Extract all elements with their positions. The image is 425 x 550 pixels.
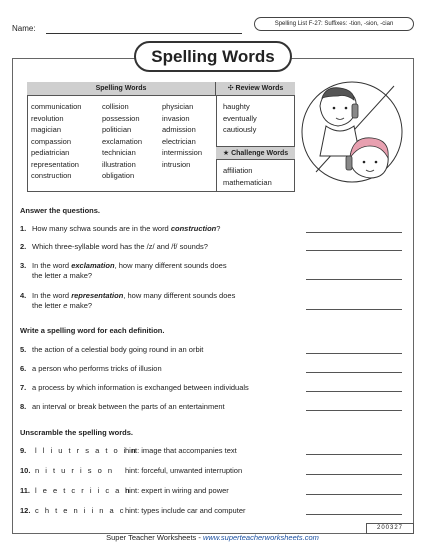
challenge-words-header: ★ Challenge Words: [216, 146, 295, 160]
word-col3-5: intrusion: [162, 159, 191, 169]
answer-line-11[interactable]: [306, 494, 402, 495]
challenge-words-list: [223, 165, 272, 188]
hint-9: hint: image that accompanies text: [125, 446, 237, 455]
word-challenge-1: mathematician: [223, 177, 272, 187]
answer-line-7[interactable]: [306, 391, 402, 392]
answer-line-12[interactable]: [306, 514, 402, 515]
word-col2-2: politician: [102, 125, 132, 134]
word-col2-3: exclamation: [102, 136, 143, 146]
spelling-words-column-2: [102, 101, 142, 182]
section-unscramble: Unscramble the spelling words.: [20, 428, 133, 437]
word-col1-0: communication: [31, 102, 82, 111]
word-col1-3: compassion: [31, 136, 72, 146]
hint-12: hint: types include car and computer: [125, 506, 246, 515]
word-col3-1: invasion: [162, 113, 190, 123]
unscramble-10: 10. n i t u r i s o n: [20, 466, 115, 475]
answer-line-10[interactable]: [306, 474, 402, 475]
section-definitions: Write a spelling word for each definition.: [20, 326, 165, 335]
answer-line-1[interactable]: [306, 232, 402, 233]
unscramble-12: 12. c h t e n i i n a c: [20, 506, 126, 515]
word-col3-4: intermission: [162, 148, 203, 157]
section-answer-questions: Answer the questions.: [20, 206, 101, 215]
answer-line-9[interactable]: [306, 454, 402, 455]
hint-10: hint: forceful, unwanted interruption: [125, 466, 243, 475]
answer-line-5[interactable]: [306, 353, 402, 354]
word-review-0: haughty: [223, 102, 250, 111]
word-col1-5: representation: [31, 159, 79, 169]
spelling-words-column-1: [31, 101, 81, 182]
answer-line-3[interactable]: [306, 279, 402, 280]
spelling-words-header: Spelling Words: [27, 82, 216, 96]
hint-11: hint: expert in wiring and power: [125, 486, 229, 495]
word-col2-6: obligation: [102, 171, 135, 180]
question-3: 3. In the word exclamation, how many different sounds does the letter a make?: [20, 261, 227, 280]
answer-line-4[interactable]: [306, 309, 402, 310]
review-words-list: [223, 101, 257, 136]
review-words-header: ✣ Review Words: [216, 82, 295, 96]
word-col1-4: pediatrician: [31, 148, 70, 157]
spelling-list-badge: Spelling List F-27: Suffixes: -tion, -sion, -cian: [254, 17, 414, 31]
word-col2-1: possession: [102, 113, 140, 123]
table-divider: [216, 96, 217, 192]
word-col3-0: physician: [162, 102, 194, 111]
unscramble-11: 11. l e e t c r i i c a n: [20, 486, 132, 495]
worksheet-code: 200327: [366, 523, 414, 534]
word-col3-3: electrician: [162, 136, 196, 146]
question-4: 4. In the word representation, how many different sounds does the letter e make?: [20, 291, 236, 310]
word-challenge-0: affiliation: [223, 166, 253, 175]
word-review-2: cautiously: [223, 125, 257, 134]
word-col2-0: collision: [102, 102, 129, 111]
answer-line-6[interactable]: [306, 372, 402, 373]
question-5: 5. the action of a celestial body going round in an orbit: [20, 345, 204, 354]
question-6: 6. a person who performs tricks of illusion: [20, 364, 162, 373]
word-col3-2: admission: [162, 125, 196, 134]
question-1: 1. How many schwa sounds are in the word construction?: [20, 224, 221, 233]
answer-line-8[interactable]: [306, 410, 402, 411]
unscramble-9: 9. l l i u t r s a t o i n: [20, 446, 138, 455]
footer-link[interactable]: www.superteacherworksheets.com: [202, 533, 319, 542]
name-line[interactable]: [46, 33, 242, 34]
word-review-1: eventually: [223, 113, 257, 123]
answer-line-2[interactable]: [306, 250, 402, 251]
footer: Super Teacher Worksheets - www.superteacherworksheets.com: [106, 533, 319, 542]
question-2: 2. Which three-syllable word has the /z/ and /f/ sounds?: [20, 242, 208, 251]
question-8: 8. an interval or break between the parts of an entertainment: [20, 402, 225, 411]
word-col2-4: technician: [102, 148, 136, 157]
word-col1-6: construction: [31, 171, 72, 180]
page-title: Spelling Words: [134, 41, 292, 72]
word-col2-5: illustration: [102, 159, 136, 169]
word-col1-2: magician: [31, 125, 62, 134]
question-7: 7. a process by which information is exchanged between individuals: [20, 383, 249, 392]
word-col1-1: revolution: [31, 113, 64, 123]
name-label: Name:: [12, 24, 36, 33]
spelling-words-column-3: [162, 101, 202, 170]
kids-on-phone-illustration: [300, 66, 404, 198]
